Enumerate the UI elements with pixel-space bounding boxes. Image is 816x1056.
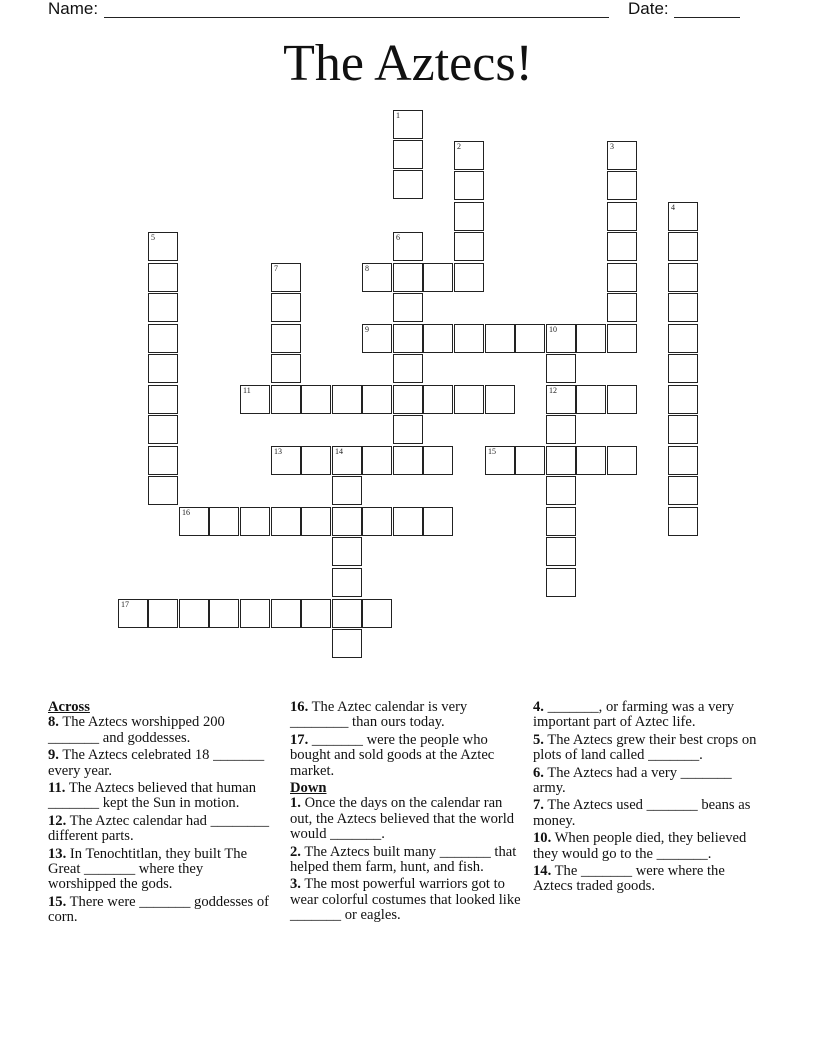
clue-number: 15. [48,893,67,910]
crossword-cell[interactable] [607,385,637,414]
crossword-cell[interactable] [607,202,637,231]
crossword-cell[interactable] [546,415,576,444]
crossword-cell[interactable] [576,324,606,353]
crossword-cell[interactable] [362,263,392,292]
crossword-cell[interactable] [332,537,362,566]
crossword-cell[interactable] [209,599,239,628]
crossword-cell[interactable] [240,599,270,628]
crossword-cell[interactable] [576,446,606,475]
clue-item [48,748,273,779]
clue-text: The _______ were where the Aztecs traded goods. [533,863,725,895]
crossword-cell[interactable] [393,140,423,169]
crossword-cell[interactable] [668,293,698,322]
cell-number: 15 [488,447,496,456]
crossword-cell[interactable] [362,324,392,353]
cell-number: 13 [274,447,282,456]
crossword-cell[interactable] [423,446,453,475]
clue-column-3 [533,700,758,897]
crossword-cell[interactable] [332,476,362,505]
clue-number: 13. [48,845,67,862]
crossword-cell[interactable] [607,141,637,170]
crossword-cell[interactable] [271,507,301,536]
cell-number: 9 [365,325,369,334]
cell-number: 14 [335,447,343,456]
clue-number: 17. [290,731,309,748]
clue-item [533,700,758,731]
crossword-cell[interactable] [332,507,362,536]
name-label: Name: [48,0,99,18]
clue-column-1 [48,700,273,928]
crossword-cell[interactable] [393,110,423,139]
crossword-cell[interactable] [607,171,637,200]
crossword-cell[interactable] [301,385,331,414]
crossword-cell[interactable] [148,599,178,628]
cell-number: 10 [549,325,557,334]
crossword-cell[interactable] [240,507,270,536]
crossword-cell[interactable] [454,141,484,170]
crossword-cell[interactable] [148,476,178,505]
crossword-cell[interactable] [393,385,423,414]
clue-number: 9. [48,747,59,764]
clue-text: The Aztecs grew their best crops on plots of land called _______. [533,731,757,764]
crossword-cell[interactable] [423,263,453,292]
crossword-cell[interactable] [332,446,362,475]
clue-item [533,733,758,764]
crossword-cell[interactable] [546,537,576,566]
crossword-cell[interactable] [209,507,239,536]
crossword-cell[interactable] [454,324,484,353]
crossword-cell[interactable] [607,263,637,292]
cell-number: 3 [610,142,614,151]
crossword-cell[interactable] [423,385,453,414]
crossword-cell[interactable] [393,507,423,536]
crossword-cell[interactable] [668,263,698,292]
crossword-cell[interactable] [546,385,576,414]
crossword-cell[interactable] [576,385,606,414]
crossword-cell[interactable] [668,324,698,353]
cell-number: 8 [365,264,369,273]
crossword-cell[interactable] [332,599,362,628]
clue-text: The Aztecs had a very _______ army. [533,764,732,797]
crossword-cell[interactable] [301,446,331,475]
clue-item [48,847,273,893]
crossword-cell[interactable] [423,324,453,353]
crossword-cell[interactable] [485,324,515,353]
crossword-cell[interactable] [546,446,576,475]
clue-number: 1. [290,795,301,812]
clue-text: The Aztec calendar is very ________ than ours today. [290,699,468,731]
clue-number: 6. [533,764,544,781]
crossword-cell[interactable] [515,324,545,353]
crossword-cell[interactable] [148,293,178,322]
crossword-cell[interactable] [271,293,301,322]
crossword-cell[interactable] [668,507,698,536]
crossword-cell[interactable] [301,599,331,628]
clue-text: The Aztecs celebrated 18 _______ every year. [48,747,265,779]
crossword-cell[interactable] [148,385,178,414]
clue-number: 5. [533,731,544,748]
clue-number: 3. [290,876,301,893]
crossword-cell[interactable] [271,324,301,353]
crossword-cell[interactable] [668,446,698,475]
crossword-cell[interactable] [668,385,698,414]
clue-number: 16. [290,699,309,715]
clue-text: The Aztecs believed that human _______ kept the Sun in motion. [48,780,257,812]
clue-item [533,831,758,862]
clue-text: When people died, they believed they would go to the _______. [533,830,747,862]
cell-number: 6 [396,233,400,242]
clue-text: _______, or farming was a very important part of Aztec life. [533,699,735,731]
crossword-cell[interactable] [393,293,423,322]
crossword-cell[interactable] [271,263,301,292]
crossword-cell[interactable] [118,599,148,628]
crossword-cell[interactable] [546,324,576,353]
clue-number: 10. [533,830,552,847]
crossword-cell[interactable] [485,385,515,414]
crossword-cell[interactable] [148,415,178,444]
crossword-cell[interactable] [148,263,178,292]
crossword-cell[interactable] [546,507,576,536]
crossword-cell[interactable] [546,354,576,383]
crossword-cell[interactable] [454,171,484,200]
crossword-cell[interactable] [546,476,576,505]
crossword-cell[interactable] [485,446,515,475]
clue-item [48,715,273,746]
date-label: Date: [628,0,669,18]
clue-item [533,766,758,797]
crossword-cell[interactable] [148,324,178,353]
clue-item [48,814,273,845]
clue-item [290,877,525,923]
clue-column-2 [290,700,525,926]
crossword-cell[interactable] [332,568,362,597]
crossword-cell[interactable] [393,415,423,444]
crossword-cell[interactable] [393,324,423,353]
crossword-cell[interactable] [393,232,423,261]
cell-number: 12 [549,386,557,395]
crossword-cell[interactable] [332,629,362,658]
crossword-cell[interactable] [454,232,484,261]
cell-number: 4 [671,203,675,212]
crossword-cell[interactable] [546,568,576,597]
crossword-cell[interactable] [148,446,178,475]
clue-number: 8. [48,714,59,731]
crossword-cell[interactable] [607,293,637,322]
crossword-cell[interactable] [393,354,423,383]
crossword-cell[interactable] [362,446,392,475]
clue-text: The most powerful warriors got to wear colorful costumes that looked like _______ or eagles. [290,876,521,924]
clue-number: 4. [533,699,544,715]
crossword-cell[interactable] [362,599,392,628]
clue-item [48,895,273,926]
cell-number: 16 [182,508,190,517]
clue-item [533,798,758,829]
crossword-cell[interactable] [179,507,209,536]
crossword-cell[interactable] [607,446,637,475]
clue-item [290,796,525,842]
clue-number: 2. [290,843,301,860]
crossword-cell[interactable] [362,507,392,536]
clue-text: Once the days on the calendar ran out, the Aztecs believed that the world would _______. [290,795,515,843]
crossword-cell[interactable] [179,599,209,628]
crossword-cell[interactable] [240,385,270,414]
crossword-cell[interactable] [332,385,362,414]
clue-text: The Aztec calendar had ________ different parts. [48,812,270,845]
crossword-cell[interactable] [454,385,484,414]
cell-number: 5 [151,233,155,242]
crossword-cell[interactable] [271,354,301,383]
crossword-cell[interactable] [393,446,423,475]
clue-item [290,700,525,731]
crossword-cell[interactable] [362,385,392,414]
cell-number: 7 [274,264,278,273]
cell-number: 1 [396,111,400,120]
clue-number: 11. [48,780,66,797]
page-title: The Aztecs! [283,35,533,92]
cell-number: 11 [243,386,251,395]
crossword-cell[interactable] [148,354,178,383]
clue-number: 7. [533,797,544,814]
crossword-cell[interactable] [668,202,698,231]
crossword-cell[interactable] [148,232,178,261]
crossword-cell[interactable] [423,507,453,536]
clue-text: The Aztecs built many _______ that helped them farm, hunt, and fish. [290,843,517,876]
clue-item [48,781,273,812]
clue-text: In Tenochtitlan, they built The Great _______ where they worshipped the gods. [48,845,248,893]
clue-section-heading: Across [48,699,90,715]
clue-text: _______ were the people who bought and sold goods at the Aztec market. [290,731,495,779]
crossword-cell[interactable] [607,232,637,261]
crossword-cell[interactable] [668,476,698,505]
clue-text: There were _______ goddesses of corn. [48,893,270,926]
crossword-cell[interactable] [668,232,698,261]
crossword-cell[interactable] [271,446,301,475]
crossword-cell[interactable] [668,354,698,383]
crossword-cell[interactable] [454,263,484,292]
crossword-cell[interactable] [515,446,545,475]
cell-number: 2 [457,142,461,151]
crossword-cell[interactable] [301,507,331,536]
clue-text: The Aztecs used _______ beans as money. [533,797,751,829]
crossword-cell[interactable] [668,415,698,444]
cell-number: 17 [121,600,129,609]
clue-item [533,864,758,895]
crossword-cell[interactable] [607,324,637,353]
clue-item [290,733,525,779]
crossword-cell[interactable] [271,599,301,628]
clue-number: 14. [533,863,552,880]
crossword-cell[interactable] [393,170,423,199]
clue-item [290,845,525,876]
clue-text: The Aztecs worshipped 200 _______ and goddesses. [48,714,225,746]
clue-section-heading: Down [290,780,327,797]
crossword-cell[interactable] [454,202,484,231]
clue-number: 12. [48,812,67,829]
crossword-cell[interactable] [393,263,423,292]
crossword-cell[interactable] [271,385,301,414]
